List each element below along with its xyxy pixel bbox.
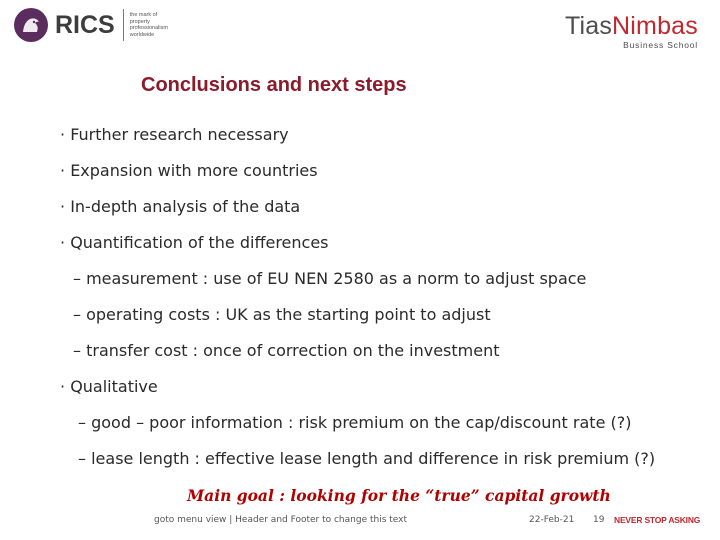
rics-wordmark: RICS (55, 10, 115, 39)
sub-bullet-text: operating costs : UK as the starting point to adjust (86, 305, 491, 324)
footer-slogan: NEVER STOP ASKING (614, 515, 701, 525)
tias-nimbas-subtitle: Business School (623, 40, 698, 50)
sub-bullet-text: measurement : use of EU NEN 2580 as a norm to adjust space (86, 269, 587, 288)
tias-name-part: Tias (564, 12, 613, 40)
tias-nimbas-wordmark (565, 14, 698, 39)
bullet-marker: · (60, 125, 66, 144)
slide-title: Conclusions and next steps (141, 74, 407, 96)
sub-bullet-marker: – (73, 269, 81, 288)
rics-tagline-line: property (129, 18, 150, 25)
rics-lion-emblem-icon (14, 8, 48, 42)
rics-tagline (130, 12, 190, 38)
sub-bullet-marker: – (73, 341, 81, 360)
bullet-text: In-depth analysis of the data (70, 197, 301, 216)
footer-text: goto menu view | Header and Footer to change this text (154, 515, 408, 525)
bullet-item (60, 197, 300, 216)
rics-tagline-line: professionalism (129, 25, 168, 31)
sub-bullet-item (73, 305, 491, 324)
bullet-marker: · (60, 377, 66, 396)
sub-bullet-item (78, 413, 631, 432)
rics-logo-divider (123, 9, 124, 41)
rics-tagline-line: worldwide (129, 31, 155, 38)
bullet-text: Further research necessary (70, 125, 289, 144)
bullet-item (60, 161, 318, 180)
sub-bullet-marker: – (78, 413, 86, 432)
rics-tagline-line: the mark of (129, 12, 158, 18)
sub-bullet-text: lease length : effective lease length and difference in risk premium (?) (91, 449, 656, 468)
page-number: 19 (593, 515, 605, 525)
sub-bullet-item (78, 449, 655, 468)
bullet-item (60, 377, 158, 396)
bullet-text: Qualitative (70, 377, 158, 396)
rics-logo (14, 8, 190, 42)
tias-nimbas-logo (565, 14, 698, 50)
sub-bullet-item (73, 341, 499, 360)
bullet-item (60, 125, 289, 144)
bullet-text: Expansion with more countries (70, 161, 318, 180)
bullet-text: Quantification of the differences (70, 233, 329, 252)
bullet-marker: · (60, 161, 66, 180)
sub-bullet-text: transfer cost : once of correction on the investment (86, 341, 500, 360)
sub-bullet-item (73, 269, 586, 288)
sub-bullet-marker: – (78, 449, 86, 468)
main-goal-statement: Main goal : looking for the “true” capital growth (187, 486, 611, 505)
sub-bullet-marker: – (73, 305, 81, 324)
sub-bullet-text: good – poor information : risk premium on the cap/discount rate (?) (91, 413, 632, 432)
bullet-marker: · (60, 197, 66, 216)
bullet-item (60, 233, 329, 252)
nimbas-name-part: Nimbas (612, 12, 698, 40)
footer-date: 22-Feb-21 (529, 515, 575, 525)
bullet-marker: · (60, 233, 66, 252)
